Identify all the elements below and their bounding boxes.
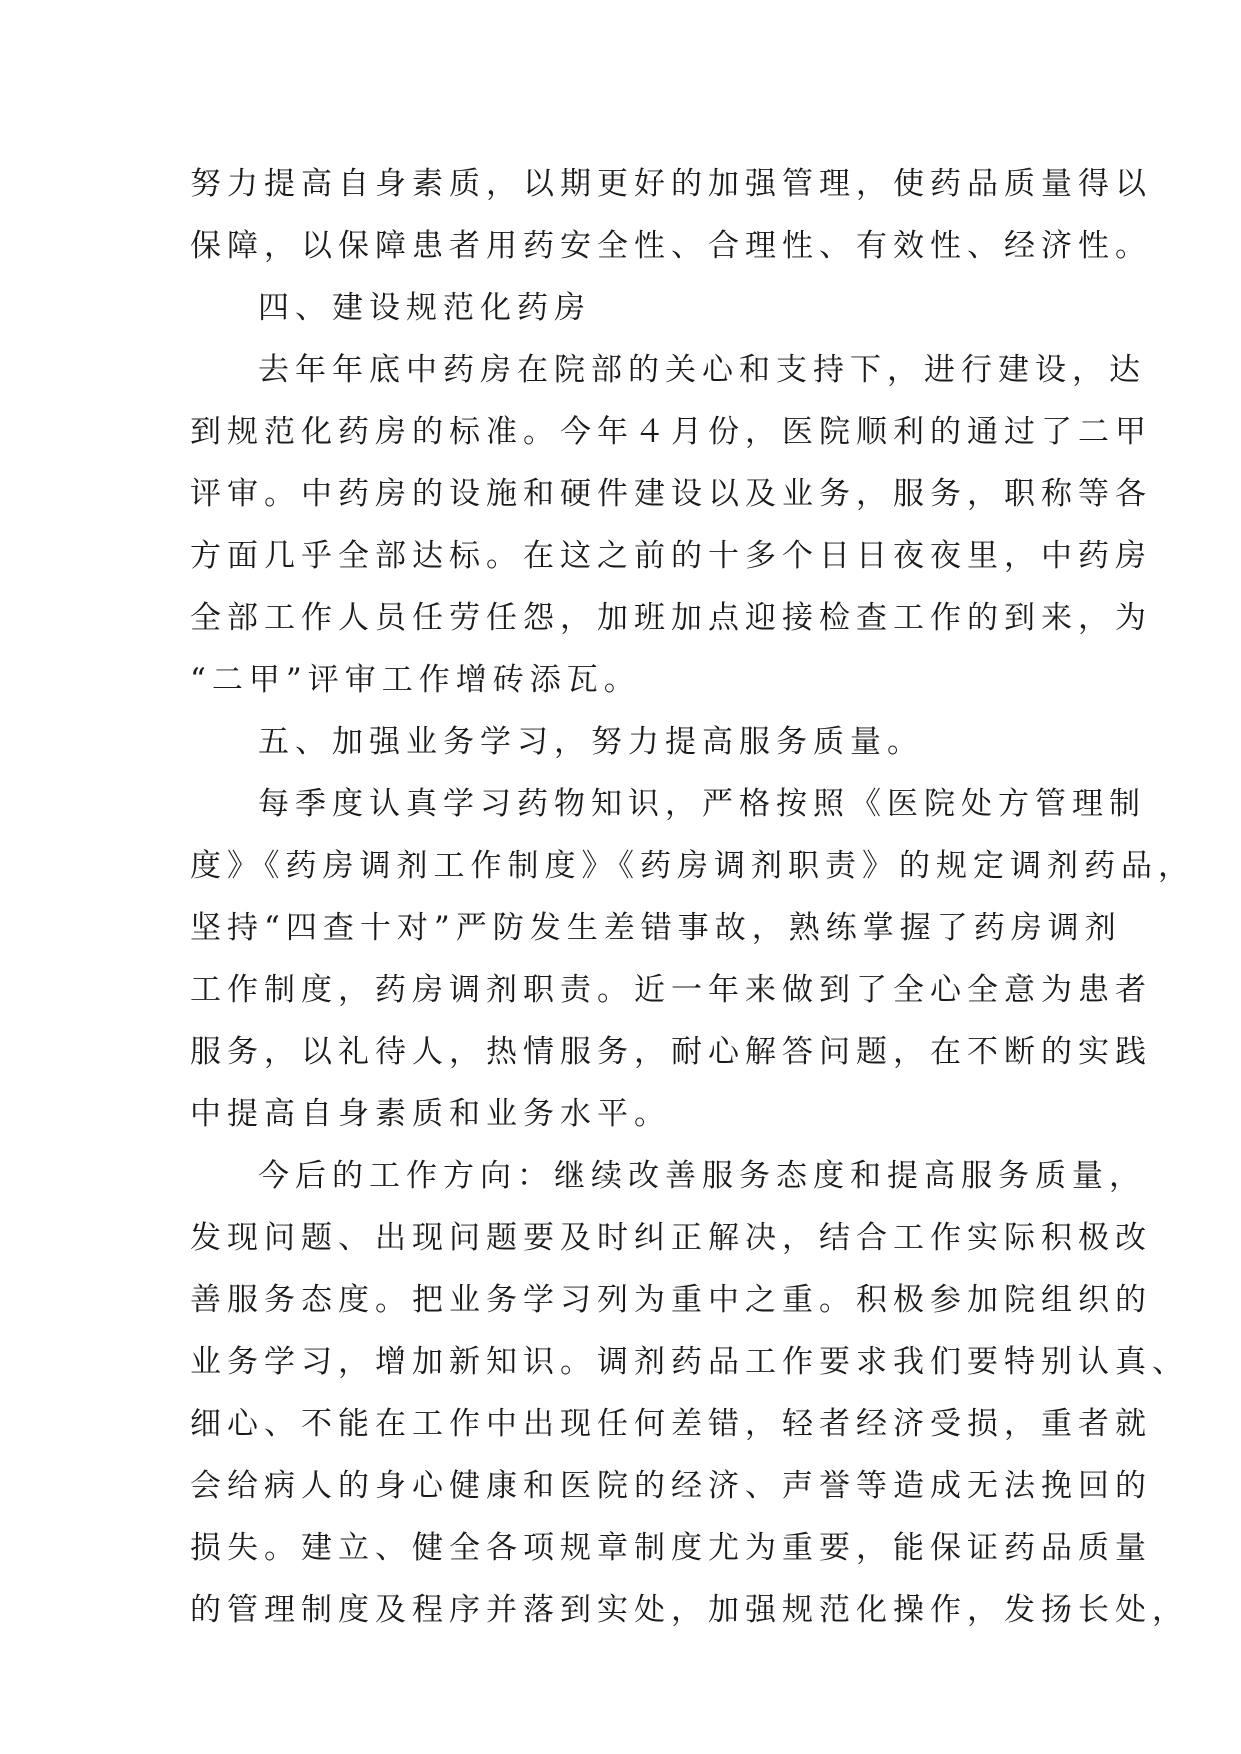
text-line: 努力提高自身素质，以期更好的加强管理，使药品质量得以 [190, 166, 1152, 202]
text-line: 损失。建立、健全各项规章制度尤为重要，能保证药品质量 [190, 1530, 1152, 1566]
text-line: 发现问题、出现问题要及时纠正解决，结合工作实际积极改 [190, 1220, 1152, 1256]
text-line: 到规范化药房的标准。今年４月份，医院顺利的通过了二甲 [190, 414, 1152, 450]
text-line: 评审。中药房的设施和硬件建设以及业务，服务，职称等各 [190, 476, 1152, 512]
text-line: 业务学习，增加新知识。调剂药品工作要求我们要特别认真、 [190, 1344, 1189, 1380]
text-line: 全部工作人员任劳任怨，加班加点迎接检查工作的到来，为 [190, 600, 1152, 636]
text-line: 坚持“四查十对”严防发生差错事故，熟练掌握了药房调剂 [190, 910, 1122, 946]
text-line: 每季度认真学习药物知识，严格按照《医院处方管理制 [258, 786, 1146, 822]
text-line: 今后的工作方向：继续改善服务态度和提高服务质量， [258, 1158, 1146, 1194]
text-line: 工作制度，药房调剂职责。近一年来做到了全心全意为患者 [190, 972, 1152, 1008]
body-text [190, 153, 1195, 1641]
text-line: 保障，以保障患者用药安全性、合理性、有效性、经济性。 [190, 228, 1152, 264]
text-line: 度》《药房调剂工作制度》《药房调剂职责》的规定调剂药品， [190, 848, 1195, 884]
text-line: 的管理制度及程序并落到实处，加强规范化操作，发扬长处， [190, 1592, 1189, 1628]
section-heading-5: 五、加强业务学习，努力提高服务质量。 [258, 724, 924, 760]
text-line: 善服务态度。把业务学习列为重中之重。积极参加院组织的 [190, 1282, 1152, 1318]
text-line: 去年年底中药房在院部的关心和支持下，进行建设，达 [258, 352, 1146, 388]
text-line: “二甲”评审工作增砖添瓦。 [190, 662, 641, 698]
section-heading-4: 四、建设规范化药房 [258, 290, 591, 326]
text-line: 会给病人的身心健康和医院的经济、声誉等造成无法挽回的 [190, 1468, 1152, 1504]
text-line: 方面几乎全部达标。在这之前的十多个日日夜夜里，中药房 [190, 538, 1152, 574]
text-line: 细心、不能在工作中出现任何差错，轻者经济受损，重者就 [190, 1406, 1152, 1442]
text-line: 服务，以礼待人，热情服务，耐心解答问题，在不断的实践 [190, 1034, 1152, 1070]
text-line: 中提高自身素质和业务水平。 [190, 1096, 671, 1132]
